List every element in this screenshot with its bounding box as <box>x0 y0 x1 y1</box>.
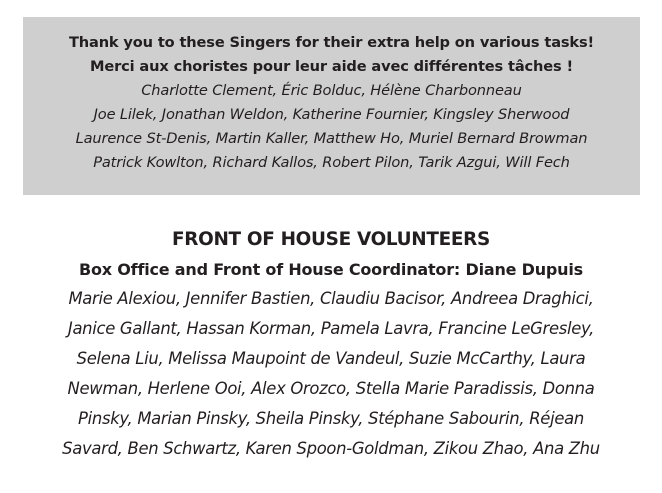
thanks-names-line: Laurence St-Denis, Martin Kaller, Matthew Ho, Muriel Bernard Browman <box>75 130 588 147</box>
volunteer-names-line: Pinsky, Marian Pinsky, Sheila Pinsky, Stéphane Sabourin, Réjean <box>78 409 584 428</box>
volunteer-names-line: Newman, Herlene Ooi, Alex Orozco, Stella Marie Paradissis, Donna <box>67 379 595 398</box>
volunteer-names-line: Janice Gallant, Hassan Korman, Pamela Lavra, Francine LeGresley, <box>67 319 595 338</box>
thanks-names-line: Patrick Kowlton, Richard Kallos, Robert Pilon, Tarik Azgui, Will Fech <box>93 154 570 171</box>
thanks-heading-english: Thank you to these Singers for their extra help on various tasks! <box>68 34 595 51</box>
coordinator-line: Box Office and Front of House Coordinator: Diane Dupuis <box>79 260 583 279</box>
thanks-heading-french: Merci aux choristes pour leur aide avec différentes tâches ! <box>89 58 573 75</box>
thanks-names-line: Joe Lilek, Jonathan Weldon, Katherine Fournier, Kingsley Sherwood <box>93 106 570 123</box>
volunteer-names-line: Selena Liu, Melissa Maupoint de Vandeul, Suzie McCarthy, Laura <box>76 349 586 368</box>
thanks-box <box>23 17 640 195</box>
volunteer-names-line: Marie Alexiou, Jennifer Bastien, Claudiu Bacisor, Andreea Draghici, <box>68 289 594 308</box>
thanks-names-line: Charlotte Clement, Éric Bolduc, Hélène Charbonneau <box>141 82 522 99</box>
volunteer-names-line: Savard, Ben Schwartz, Karen Spoon-Goldman, Zikou Zhao, Ana Zhu <box>62 439 600 458</box>
section-title: FRONT OF HOUSE VOLUNTEERS <box>172 229 490 250</box>
front-of-house-section <box>0 224 662 464</box>
